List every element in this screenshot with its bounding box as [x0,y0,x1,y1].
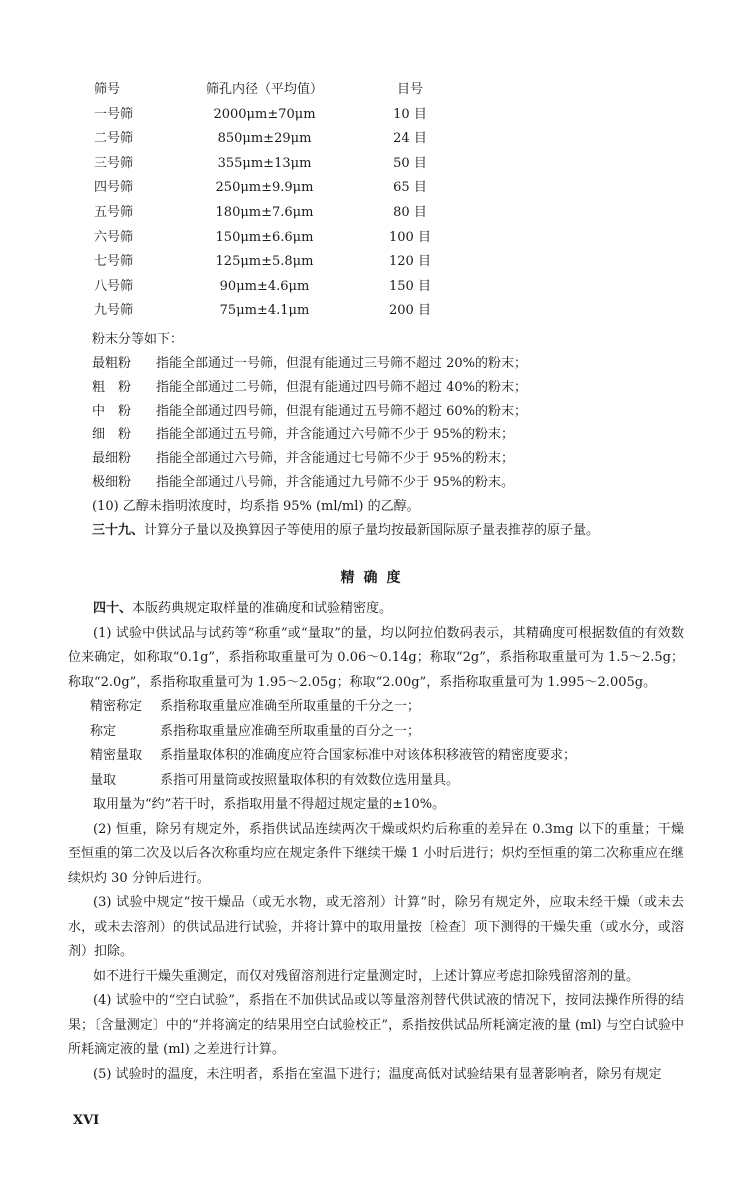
powder-grade [92,449,514,469]
sieve-name: 四号筛 [94,180,134,196]
definition-desc: 系指称取重量应准确至所取重量的千分之一； [160,699,421,714]
sieve-mesh: 120 目 [389,254,431,270]
header-sieve-number: 筛号 [94,82,121,97]
article-39 [92,521,599,541]
definition-term: 量取 [90,772,117,788]
page-number: XVI [73,1113,100,1128]
definition-term: 称定 [90,723,117,739]
sieve-mesh: 24 目 [393,131,427,147]
definition-row [68,720,684,745]
article-39-number: 三十九、 [92,523,145,538]
sieve-aperture: 2000μm±70μm [213,106,316,122]
definition-term: 精密量取 [90,748,143,763]
header-aperture: 筛孔内径（平均值） [205,82,323,97]
powder-grade [92,402,527,422]
sieve-name: 七号筛 [94,254,134,270]
definition-row [68,744,684,769]
paragraph-4: (4) 试验中的“空白试验”，系指在不加供试品或以等量溶剂替代供试液的情况下，按同法操作所得的结果；〔含量测定〕中的“并将滴定的结果用空白试验校正”，系指按供试品所耗滴定液的量 (ml) 与空白试验中所耗滴定液的量 (ml) 之差进行计算。 [68,993,684,1057]
definition-term: 精密称定 [90,699,143,714]
paragraph-about: 取用量为“约”若干时，系指取用量不得超过规定量的±10%。 [93,797,446,812]
paragraph-3: (3) 试验中规定“按干燥品（或无水物，或无溶剂）计算”时，除另有规定外，应取未经干燥（或未去水，或未去溶剂）的供试品进行试验，并将计算中的取用量按〔检查〕项下测得的干燥失重（或水分，或溶剂）扣除。 [68,895,684,959]
powder-grade-term: 最粗粉 [92,356,132,371]
sieve-mesh: 150 目 [389,278,431,294]
article-40 [68,597,684,622]
sieve-mesh: 50 目 [393,155,427,171]
sieve-aperture: 125μm±5.8μm [215,254,314,270]
article-40-number: 四十、 [93,601,133,616]
powder-grade-term: 细 粉 [92,427,132,443]
ethanol-note: (10) 乙醇未指明浓度时，均系指 95% (ml/ml) 的乙醇。 [92,499,420,514]
powder-grade [92,378,527,398]
powder-grade [92,473,514,493]
definition-desc: 系指量取体积的准确度应符合国家标准中对该体积移液管的精密度要求； [160,748,577,763]
powder-grade-desc: 指能全部通过四号筛，但混有能通过五号筛不超过 60%的粉末； [156,403,528,419]
sieve-aperture: 90μm±4.6μm [219,278,310,294]
sieve-table-header [92,78,452,103]
sieve-row [92,226,452,251]
powder-grade-desc: 指能全部通过八号筛，并含能通过九号筛不少于 95%的粉末。 [156,475,515,490]
sieve-row [92,103,452,128]
sieve-row [92,299,452,324]
sieve-mesh: 80 目 [393,204,427,220]
sieve-row [92,127,452,152]
sieve-row [92,176,452,201]
powder-grade [92,425,514,445]
sieve-mesh: 10 目 [393,106,427,122]
sieve-row [92,152,452,177]
sieve-aperture: 850μm±29μm [217,131,312,147]
powder-grade-term: 中 粉 [92,403,132,419]
paragraph-5: (5) 试验时的温度，未注明者，系指在室温下进行；温度高低对试验结果有显著影响者，除另有规定 [93,1066,662,1082]
powder-intro: 粉末分等如下： [92,332,184,347]
definition-desc: 系指称取重量应准确至所取重量的百分之一； [160,723,421,739]
powder-grade-term: 极细粉 [92,475,132,490]
paragraph-2: (2) 恒重，除另有规定外，系指供试品连续两次干燥或炽灼后称重的差异在 0.3mg 以下的重量；干燥至恒重的第二次及以后各次称重均应在规定条件下继续干燥 1 小时后进行；炽灼至恒重的第二次称重应在继续炽灼 30 分钟后进行。 [68,821,684,886]
sieve-name: 一号筛 [94,106,134,122]
main-content [68,597,684,1087]
article-40-text: 本版药典规定取样量的准确度和试验精密度。 [132,601,393,616]
paragraph-1: (1) 试验中供试品与试药等“称重”或“量取”的量，均以阿拉伯数码表示，其精确度可根据数值的有效数位来确定，如称取“0.1g”，系指称取重量可为 0.06～0.14g；称取“2g”，系指称取重量可为 1.5～2.5g；称取“2.0g”，系指称取重量可为 1.95～2.05g；称取“2.00g”，系指称取重量可为 1.995～2.005g。 [68,625,684,690]
sieve-mesh: 100 目 [389,229,431,245]
sieve-row [92,250,452,275]
powder-grade-term: 最细粉 [92,451,132,467]
sieve-aperture: 150μm±6.6μm [215,229,314,245]
sieve-name: 六号筛 [94,229,134,245]
powder-grade-desc: 指能全部通过五号筛，并含能通过六号筛不少于 95%的粉末； [156,427,515,443]
sieve-name: 三号筛 [94,155,134,171]
sieve-name: 九号筛 [94,303,134,319]
header-mesh: 目号 [396,82,423,97]
definition-row [68,695,684,720]
sieve-aperture: 250μm±9.9μm [215,180,314,196]
sieve-aperture: 180μm±7.6μm [215,204,314,220]
sieve-aperture: 355μm±13μm [217,155,312,171]
sieve-row [92,201,452,226]
sieve-name: 八号筛 [94,278,134,294]
powder-grade-term: 粗 粉 [92,379,132,395]
definition-row [68,769,684,794]
definition-desc: 系指可用量筒或按照量取体积的有效数位选用量具。 [160,772,460,788]
sieve-aperture: 75μm±4.1μm [219,303,310,319]
sieve-row [92,275,452,300]
powder-grade [92,354,527,374]
sieve-mesh: 65 目 [393,180,427,196]
powder-grade-desc: 指能全部通过一号筛，但混有能通过三号筛不超过 20%的粉末； [156,356,528,371]
section-title: 精确度 [340,570,410,586]
sieve-name: 二号筛 [94,131,134,147]
sieve-mesh: 200 目 [389,303,431,319]
sieve-name: 五号筛 [94,204,134,220]
powder-grade-desc: 指能全部通过六号筛，并含能通过七号筛不少于 95%的粉末； [156,451,515,467]
sieve-table [92,78,452,324]
article-39-text: 计算分子量以及换算因子等使用的原子量均按最新国际原子量表推荐的原子量。 [144,523,600,538]
powder-grade-desc: 指能全部通过二号筛，但混有能通过四号筛不超过 40%的粉末； [156,379,528,395]
paragraph-3b: 如不进行干燥失重测定，而仅对残留溶剂进行定量测定时，上述计算应考虑扣除残留溶剂的量。 [93,968,640,984]
